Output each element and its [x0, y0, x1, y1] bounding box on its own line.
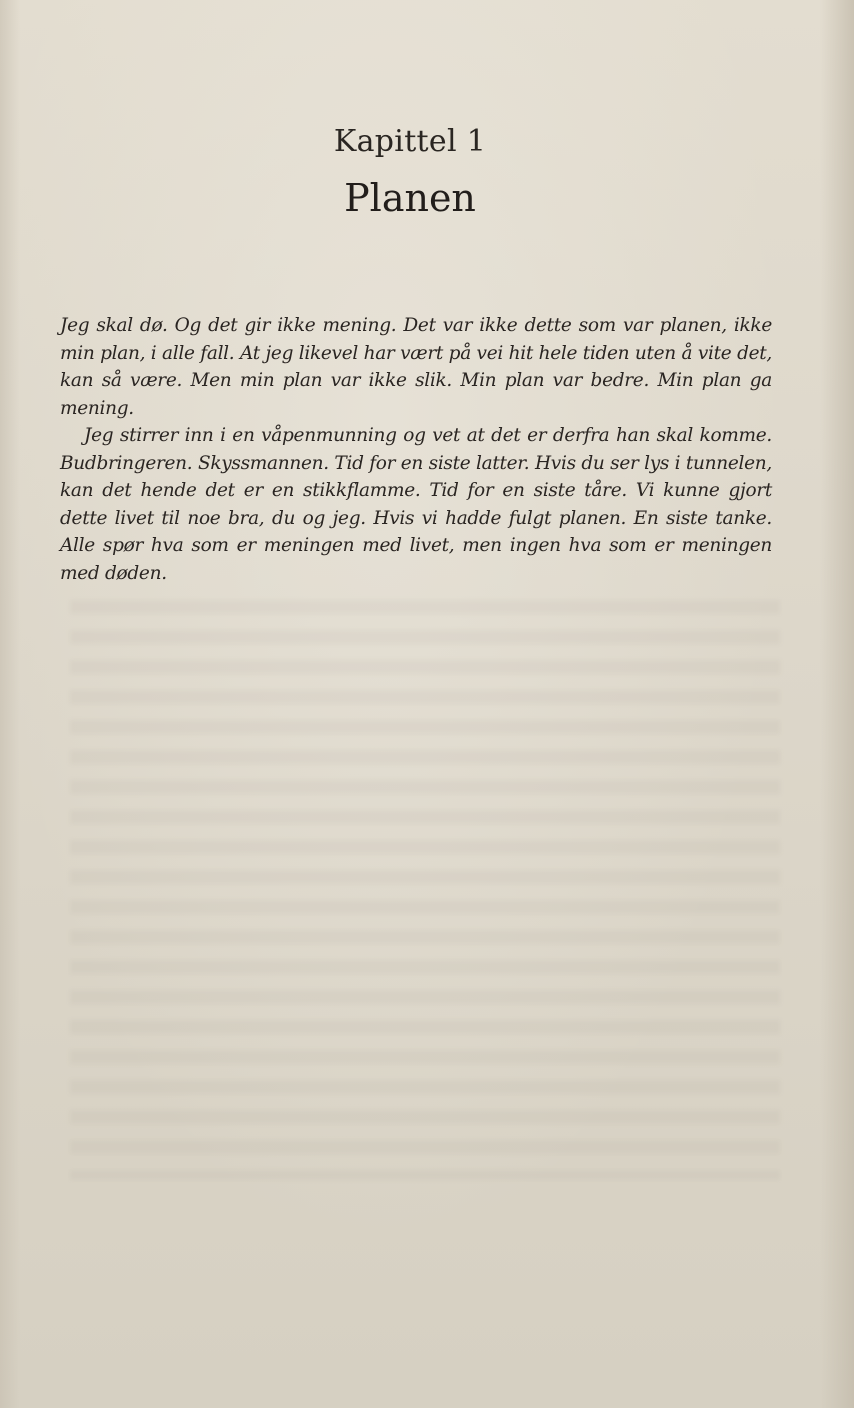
chapter-body [60, 312, 772, 587]
chapter-label: Kapittel 1 [333, 124, 487, 159]
paragraph-2: Jeg stirrer inn i en våpenmunning og vet at det er derfra han skal komme. Budbringeren. Skyssmannen. Tid for en siste latter. Hvis du ser lys i tunnelen, kan det hende det er en stikkflamme. Tid for en siste tåre. Vi kunne gjort dette livet til noe bra, du og jeg. Hvis vi hadde fulgt planen. En siste tanke. Alle spør hva som er meningen med livet, men ingen hva som er meningen med døden. [60, 425, 772, 584]
paragraph-1: Jeg skal dø. Og det gir ikke mening. Det var ikke dette som var planen, ikke min plan, i alle fall. At jeg likevel har vært på vei hit hele tiden uten å vite det, kan så være. Men min plan var ikke slik. Min plan var bedre. Min plan ga mening. [60, 315, 772, 419]
show-through-text [70, 600, 780, 1180]
chapter-title: Planen [344, 176, 476, 220]
page-edge-shadow [820, 0, 854, 1408]
